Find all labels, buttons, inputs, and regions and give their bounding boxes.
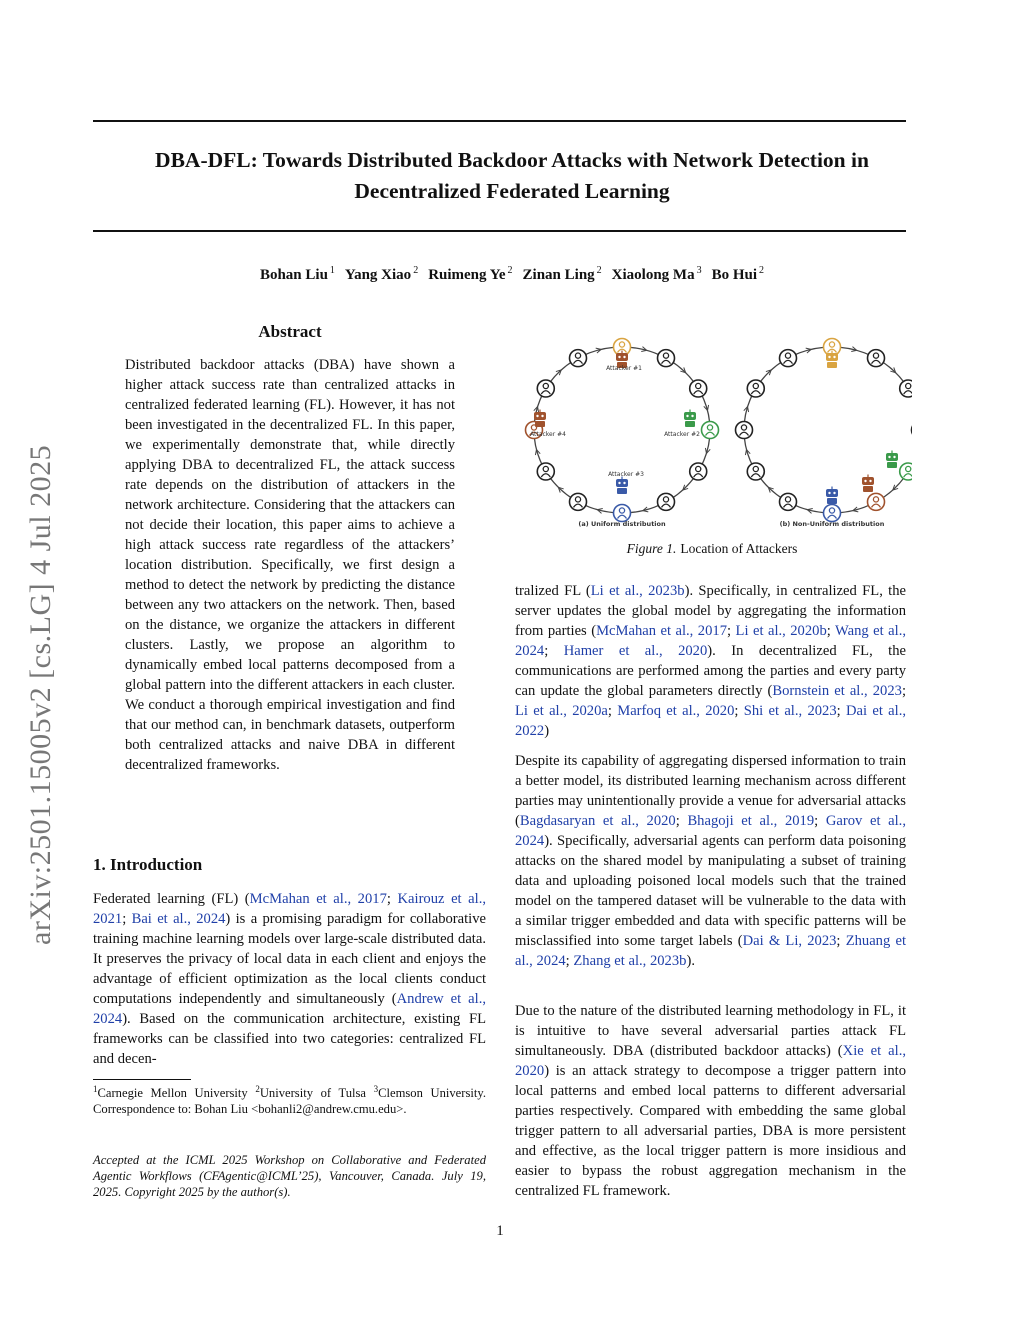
abstract-heading: Abstract (258, 322, 322, 341)
abstract-body: Distributed backdoor attacks (DBA) have shown a higher attack success rate than centralized attacks in centralized federated learning (FL). However, it has not been investigated in the decentralized FL. In this paper, we experimentally demonstrate that, while directly applying DBA to decentralized FL, the attack success rate depends on the distribution of attackers in the network architecture. Considering that the attackers can not decide their location, this paper aims to achieve a high attack success rate regardless of the attackers’ location distribution. Specifically, we first design a method to detect the network by predicting the distance between any two attackers on the network. Then, based on the distance, we organize the attackers in different clusters. Lastly, we propose an algorithm to dynamically embed local patterns decomposed from a global pattern into the different attackers in each cluster. We conduct a thorough empirical investigation and find that our method can, in benchmark datasets, outperform both centralized attacks and naive DBA in different decentralized frameworks. (125, 357, 455, 773)
bot-head (684, 412, 696, 420)
author-4 (523, 267, 602, 283)
network-diagram (512, 320, 912, 540)
text-run: Due to the nature of the distributed learning methodology in FL, it is intuitive to have several adversarial parties attack FL simultaneously. DBA (distributed backdoor attacks) ( (515, 1003, 906, 1059)
bot-eye (869, 480, 871, 482)
bot-head (826, 353, 838, 361)
bot-head (616, 353, 628, 361)
attacker-3-bot (616, 477, 628, 495)
nonuniform-node-8 (747, 463, 764, 480)
right-paragraph-3 (515, 1001, 906, 1201)
node-ring (912, 422, 913, 439)
text-run: ; (544, 643, 564, 659)
nonuniform-node-10 (747, 380, 764, 397)
text-run: ; (734, 703, 744, 719)
citation-link[interactable]: Garov et al., 2024 (515, 813, 906, 849)
text-run: Despite its capability of aggregating dispersed information to train a better model, its distributed learning mechanism across different parties may unintentionally provide a venue for adversarial attacks ( (515, 753, 906, 829)
author-2 (345, 267, 418, 283)
author-6 (712, 267, 764, 283)
nonuniform-node-9 (736, 422, 753, 439)
arxiv-identifier (22, 390, 62, 950)
citation-link[interactable]: Marfoq et al., 2020 (617, 703, 735, 719)
nonuniform-node-6 (824, 505, 841, 522)
text-run: ; (901, 683, 906, 699)
nonuniform-node-5 (868, 493, 885, 510)
text-run: ). In decentralized FL, the communications are performed among the parties and every party can update the global parameters directly ( (515, 643, 907, 699)
bot-body (887, 462, 897, 468)
uniform-node-2 (690, 380, 707, 397)
arxiv-id-text: arXiv:2501.15005v2 [cs.LG] 4 Jul 2025 (24, 444, 57, 945)
citation-link[interactable]: Li et al., 2020b (735, 623, 827, 639)
bot-eye (686, 415, 688, 417)
bot-eye (893, 456, 895, 458)
citation-link[interactable]: Kairouz et al., 2021 (93, 891, 486, 927)
text-run: ) is an attack strategy to decompose a trigger pattern into local patterns and embed local patterns to different adversarial parties respectively. Compared with embedding the same global trigger pattern to all adversarial parties, DBA is more persistent and effective, as the local trigger pattern is more insidious and easier to bypass the robust aggregation mechanism in the centralized FL framework. (515, 1063, 906, 1199)
bot-eye (828, 356, 830, 358)
uniform-node-4 (690, 463, 707, 480)
subfigure-b-label: (b) Non-Uniform distribution (779, 520, 885, 528)
citation-link[interactable]: Wang et al., 2024 (515, 623, 906, 659)
text-run: ; (836, 933, 846, 949)
author-affiliation-mark: 2 (596, 265, 602, 276)
citation-link[interactable]: Zhuang et al., 2024 (515, 933, 907, 969)
figure-label: Figure 1. (626, 541, 677, 556)
bot-eye (828, 492, 830, 494)
citation-link[interactable]: Li et al., 2023b (590, 583, 685, 599)
figure-caption (512, 541, 912, 557)
attacker-1-label: Attacker #1 (606, 365, 642, 372)
citation-link[interactable]: Bagdasaryan et al., 2020 (519, 813, 676, 829)
author-affiliation-mark: 2 (507, 265, 513, 276)
bot-head (616, 479, 628, 487)
right-paragraph-1 (515, 581, 906, 741)
text-run: ; (826, 623, 836, 639)
author-name: Yang Xiao (344, 267, 412, 283)
citation-link[interactable]: Li et al., 2020a (515, 703, 608, 719)
bot-eye (888, 456, 890, 458)
text-run: tralized FL ( (515, 583, 591, 599)
citation-link[interactable]: McMahan et al., 2017 (249, 891, 387, 907)
citation-link[interactable]: Shi et al., 2023 (743, 703, 837, 719)
bot-body (617, 488, 627, 494)
intro-heading: 1. Introduction (93, 855, 203, 874)
citation-link[interactable]: Bornstein et al., 2023 (772, 683, 902, 699)
uniform-node-1 (658, 350, 675, 367)
author-5 (612, 267, 702, 283)
attacker-2-bot (684, 410, 696, 428)
bot-eye (541, 415, 543, 417)
affiliation-1: Carnegie Mellon University (97, 1086, 248, 1101)
cluster-attacker-2-bot (886, 451, 898, 469)
bot-body (827, 362, 837, 368)
text-run: ; (565, 953, 574, 969)
citation-link[interactable]: Andrew et al., 2024 (93, 991, 487, 1027)
author-name: Bo Hui (711, 267, 758, 283)
cluster-attacker-3-bot (862, 475, 874, 493)
author-name: Xiaolong Ma (611, 267, 695, 283)
author-name: Zinan Ling (522, 267, 595, 283)
attacker-3-label: Attacker #3 (608, 471, 644, 478)
text-run: ) (544, 723, 550, 739)
figure-1 (512, 320, 912, 540)
bot-body (863, 486, 873, 492)
bot-head (826, 489, 838, 497)
bot-head (862, 477, 874, 485)
cluster-attacker-1-bot (826, 351, 838, 369)
text-run: ). Based on the communication architecture, existing FL frameworks can be classified into two categories: centralized FL and decen- (93, 1011, 486, 1067)
figure-caption-text: Location of Attackers (680, 541, 798, 556)
citation-link[interactable]: Dai & Li, 2023 (742, 933, 837, 949)
text-run: ; (675, 813, 688, 829)
bot-head (886, 453, 898, 461)
text-run: ). Specifically, in centralized FL, the server updates the global model by aggregating the information from parties ( (515, 583, 906, 639)
citation-link[interactable]: McMahan et al., 2017 (596, 623, 727, 639)
author-name: Ruimeng Ye (428, 267, 506, 283)
bot-body (827, 498, 837, 504)
bot-eye (536, 415, 538, 417)
bot-eye (691, 415, 693, 417)
author-affiliation-mark: 2 (413, 265, 419, 276)
citation-link[interactable]: Dai et al., 2022 (515, 703, 906, 739)
text-run: ; (122, 911, 132, 927)
citation-link[interactable]: Bhagoji et al., 2019 (687, 813, 815, 829)
affiliation-2: University of Tulsa (259, 1086, 366, 1101)
bot-eye (833, 356, 835, 358)
bot-eye (618, 482, 620, 484)
uniform-node-7 (570, 493, 587, 510)
bot-eye (623, 482, 625, 484)
affiliation-3: Clemson University. (378, 1086, 486, 1101)
author-affiliation-mark: 2 (759, 265, 765, 276)
uniform-node-3 (702, 422, 719, 439)
uniform-node-11 (570, 350, 587, 367)
subfigure-a-label: (a) Uniform distribution (578, 520, 666, 528)
uniform-node-6 (614, 505, 631, 522)
bot-eye (864, 480, 866, 482)
intro-paragraph (93, 889, 486, 1069)
nonuniform-node-7 (780, 493, 797, 510)
nonuniform-node-2 (900, 380, 912, 397)
title-top-rule (93, 120, 906, 122)
uniform-node-8 (537, 463, 554, 480)
bot-body (685, 421, 695, 427)
acceptance-note: Accepted at the ICML 2025 Workshop on Collaborative and Federated Agentic Workflows (CFAgentic@ICML’25), Vancouver, Canada. July 19, 2025. Copyright 2025 by the author(s). (93, 1153, 486, 1199)
bot-eye (618, 356, 620, 358)
nonuniform-node-1 (868, 350, 885, 367)
attacker-4-label: Attacker #4 (530, 431, 566, 438)
title-line-2: Decentralized Federated Learning (354, 179, 670, 203)
correspondence: Correspondence to: Bohan Liu <bohanli2@andrew.cmu.edu>. (93, 1102, 407, 1117)
nonuniform-node-11 (780, 350, 797, 367)
author-affiliation-mark: 3 (696, 265, 702, 276)
text-run: ). Specifically, adversarial agents can perform data poisoning attacks on the shared model by manipulating a subset of training data and uploading poisoned local models such that the trained model on the tampered dataset will be vulnerable to the data with a similar trigger embedded and data with specific patterns will be misclassified into some target labels ( (515, 833, 906, 949)
text-run: ; (607, 703, 618, 719)
author-1 (260, 267, 335, 283)
page-number: 1 (496, 1223, 504, 1239)
citation-link[interactable]: Hamer et al., 2020 (563, 643, 708, 659)
text-run: ; (814, 813, 826, 829)
text-run: ; (386, 891, 398, 907)
text-run: ; (836, 703, 846, 719)
text-run: ; (727, 623, 736, 639)
uniform-node-10 (537, 380, 554, 397)
footnote-rule (93, 1079, 191, 1080)
bot-body (535, 421, 545, 427)
uniform-node-5 (658, 493, 675, 510)
author-3 (428, 267, 512, 283)
text-run: ). (686, 953, 695, 969)
text-run: ) is a promising paradigm for collaborative training machine learning models over large-scale distributed data. It preserves the privacy of local data in each client and enjoys the advantage of efficient optimization as the local clients conduct computations independently and simultaneously ( (93, 911, 487, 1007)
cluster-attacker-4-bot (826, 487, 838, 505)
title-bottom-rule (93, 230, 906, 232)
nonuniform-node-4 (900, 463, 912, 480)
citation-link[interactable]: Zhang et al., 2023b (573, 953, 687, 969)
citation-link[interactable]: Bai et al., 2024 (131, 911, 226, 927)
citation-link[interactable]: Xie et al., 2020 (515, 1043, 906, 1079)
bot-head (534, 412, 546, 420)
nonuniform-node-3 (912, 422, 913, 439)
title-line-1: DBA-DFL: Towards Distributed Backdoor Attacks with Network Detection in (155, 148, 869, 172)
author-name: Bohan Liu (259, 267, 328, 283)
attacker-4-bot (534, 410, 546, 428)
text-run: Federated learning (FL) ( (93, 891, 250, 907)
right-paragraph-2 (515, 751, 906, 971)
bot-eye (833, 492, 835, 494)
bot-eye (623, 356, 625, 358)
attacker-2-label: Attacker #2 (664, 431, 700, 438)
author-list (60, 265, 964, 284)
author-affiliation-mark: 1 (329, 265, 335, 276)
paper-title (60, 145, 964, 207)
affiliation-footnote: $^1$Carnegie Mellon University $^2$University of Tulsa $^3$Clemson University. Correspondence to: Bohan Liu <bohanli2@andrew.cmu.edu>. (93, 1084, 486, 1117)
